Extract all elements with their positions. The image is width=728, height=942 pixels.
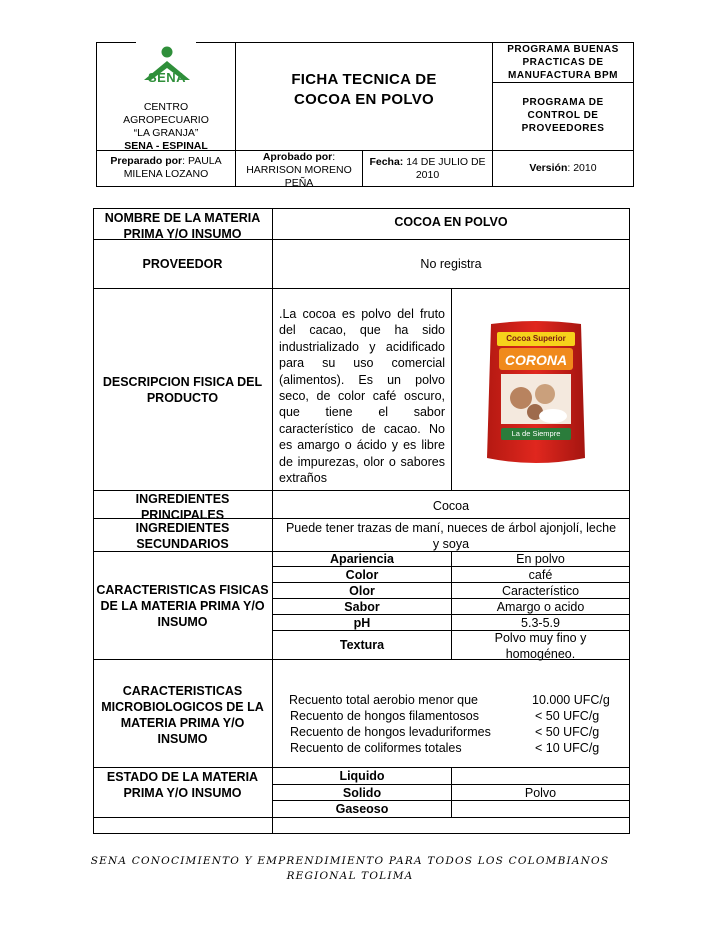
physical-row-value: café (528, 568, 553, 582)
physical-label: CARACTERISTICAS FISICAS DE LA MATERIA PRIMA Y/O INSUMO (96, 583, 269, 629)
approved-by: Aprobado por: HARRISON MORENO PEÑA (237, 151, 361, 190)
program-bpm-line-2: PRACTICAS DE (522, 57, 604, 68)
micro-row-value: < 10 UFC/g (535, 741, 600, 755)
program-providers-line-2: CONTROL DE (527, 110, 599, 121)
micro-row-name: Recuento de hongos levaduriformes (290, 725, 491, 739)
main-ingredients-label: INGREDIENTES PRINCIPALES (135, 492, 230, 522)
product-image (483, 318, 589, 468)
physical-row-name: Apariencia (330, 552, 394, 566)
micro-row-name: Recuento de hongos filamentosos (290, 709, 480, 723)
approved-label: Aprobado por (262, 151, 333, 163)
product-brand: CORONA (504, 352, 568, 368)
physical-row-name: pH (353, 616, 371, 630)
physical-row-name: Textura (339, 638, 385, 652)
state-row-name: Solido (342, 786, 382, 800)
description-label: DESCRIPCION FISICA DEL PRODUCTO (102, 375, 263, 405)
provider-label: PROVEEDOR (142, 257, 223, 271)
physical-row-value: 5.3-5.9 (521, 616, 560, 630)
provider-value: No registra (420, 257, 482, 271)
version-value: : 2010 (567, 162, 597, 174)
footer (60, 854, 640, 884)
state-row-value: Polvo (524, 786, 557, 800)
date-label: Fecha: (369, 156, 404, 168)
program-bpm-line-1: PROGRAMA BUENAS (507, 44, 619, 55)
description-text: .La cocoa es polvo del fruto del cacao, que ha sido industrializado y acidificado para su uso comercial (alimentos). Es un polvo seco, de color café oscuro, que tiene el sabor característico de cacao. No es amargo o ácido y es libre de impurezas, olor o sabores extraños (279, 307, 445, 486)
approved-value: HARRISON MORENO PEÑA (246, 164, 352, 189)
state-label: ESTADO DE LA MATERIA PRIMA Y/O INSUMO (106, 770, 259, 800)
secondary-ingredients-label: INGREDIENTES SECUNDARIOS (135, 521, 230, 551)
sena-logo (138, 44, 196, 96)
program-providers-line-1: PROGRAMA DE (522, 97, 604, 108)
footer-line-2: REGIONAL TOLIMA (286, 870, 414, 882)
physical-row-name: Olor (349, 584, 375, 598)
physical-row-value: Amargo o acido (496, 600, 585, 614)
prepared-value: : PAULA MILENA LOZANO (123, 155, 222, 180)
micro-row-value: < 50 UFC/g (535, 709, 600, 723)
program-providers-line-3: PROVEEDORES (521, 123, 605, 134)
logo-text: SENA (147, 70, 187, 85)
physical-row-value: Polvo muy fino y homogéneo. (494, 631, 587, 661)
version (493, 162, 633, 175)
main-ingredients-value: Cocoa (432, 499, 470, 513)
product-slogan: La de Siempre (511, 429, 561, 438)
state-row-name: Gaseoso (335, 802, 389, 816)
center-line-2: AGROPECUARIO (123, 114, 209, 126)
version-label: Versión (529, 162, 568, 174)
date-value: 14 DE JULIO DE 2010 (403, 156, 486, 181)
micro-label: CARACTERISTICAS MICROBIOLOGICOS DE LA MATERIA PRIMA Y/O INSUMO (101, 684, 264, 746)
micro-row-name: Recuento total aerobio menor que (289, 693, 479, 707)
physical-row-name: Sabor (344, 600, 380, 614)
page-title-line-1: FICHA TECNICA DE (291, 71, 437, 88)
micro-row-value: < 50 UFC/g (535, 725, 600, 739)
center-line-4: SENA - ESPINAL (124, 140, 208, 152)
physical-row-name: Color (345, 568, 379, 582)
footer-line-1: SENA CONOCIMIENTO Y EMPRENDIMIENTO PARA TODOS LOS COLOMBIANOS (90, 855, 610, 867)
micro-row-value: 10.000 UFC/g (532, 693, 610, 707)
material-name-label: NOMBRE DE LA MATERIA PRIMA Y/O INSUMO (104, 211, 261, 241)
physical-row-value: Característico (501, 584, 580, 598)
program-bpm-line-3: MANUFACTURA BPM (508, 70, 618, 81)
micro-row-name: Recuento de coliformes totales (290, 741, 462, 755)
date (364, 156, 491, 182)
center-line-1: CENTRO (143, 101, 189, 113)
physical-row-value: En polvo (516, 552, 565, 566)
state-row-name: Liquido (339, 769, 385, 783)
center-line-3: “LA GRANJA” (133, 127, 199, 139)
prepared-label: Preparado por (110, 155, 183, 167)
page-title-line-2: COCOA EN POLVO (293, 91, 435, 108)
prepared-by (98, 155, 234, 181)
material-name-value: COCOA EN POLVO (394, 215, 508, 229)
secondary-ingredients-value: Puede tener trazas de maní, nueces de árbol ajonjolí, leche y soya (285, 521, 617, 551)
product-brand-top: Cocoa Superior (506, 334, 566, 343)
